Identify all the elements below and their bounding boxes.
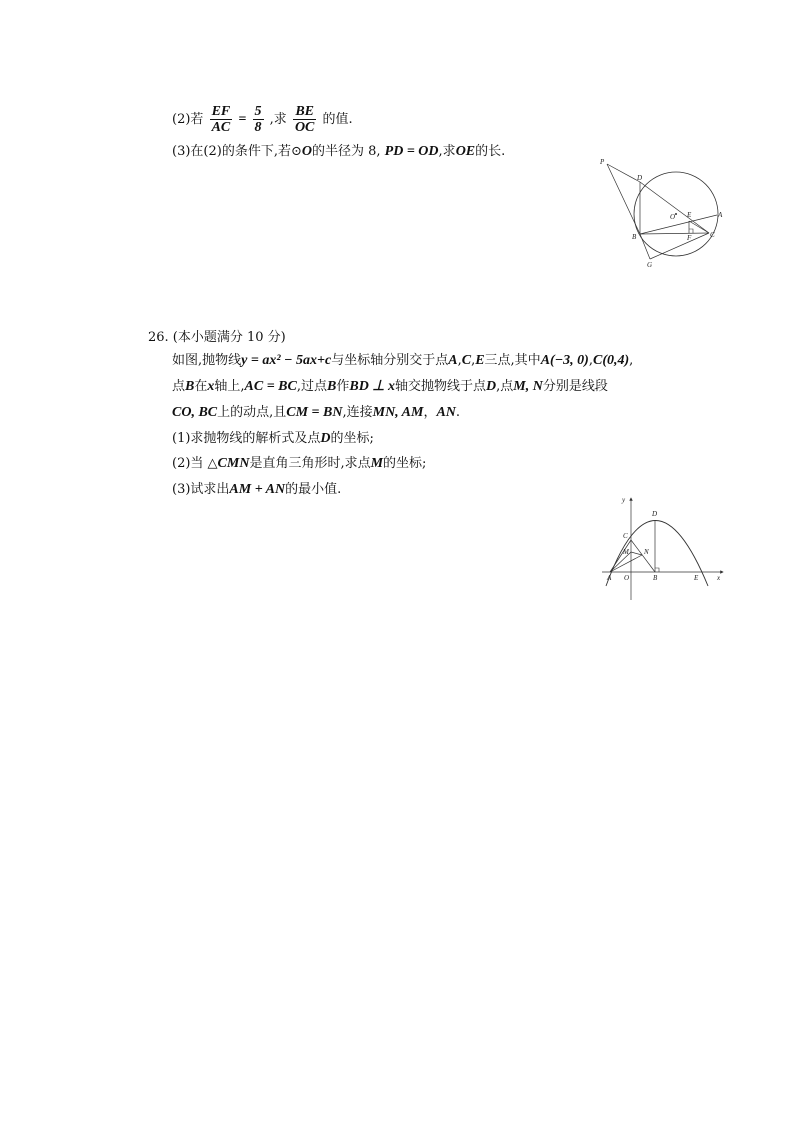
- text: 的坐标;: [330, 431, 374, 446]
- math: AC = BC: [244, 379, 297, 394]
- label-n: N: [644, 548, 649, 556]
- fraction-numerator: EF: [211, 104, 231, 119]
- text: (3)试求出: [172, 482, 230, 497]
- math: y = ax² − 5ax+c: [241, 353, 332, 368]
- label-d: D: [652, 510, 658, 518]
- math: C(0,4): [592, 353, 630, 368]
- math: M: [370, 456, 384, 471]
- text: 如图,抛物线: [172, 353, 242, 368]
- fraction-denominator: OC: [294, 120, 315, 135]
- label-b: B: [653, 574, 658, 582]
- parabola-figure: [597, 494, 727, 604]
- label-o: O: [670, 213, 676, 221]
- math: MN, AM: [372, 405, 424, 420]
- math: D: [320, 431, 331, 446]
- label-e: E: [687, 211, 692, 219]
- text: 的半径为 8,: [311, 144, 381, 159]
- math: E: [475, 353, 485, 368]
- math: CO, BC: [172, 405, 218, 420]
- text: 的长.: [475, 144, 506, 159]
- label-c: C: [623, 532, 628, 540]
- q26-line2: [172, 378, 608, 396]
- label-g: G: [647, 261, 653, 269]
- text: 的坐标;: [383, 456, 427, 471]
- q26-header: 26. (本小题满分 10 分): [148, 330, 286, 345]
- q26-sub2: [172, 455, 426, 473]
- math: A(−3, 0): [540, 353, 589, 368]
- fraction-denominator: AC: [211, 120, 231, 135]
- math: OE: [455, 144, 476, 159]
- math: A: [448, 353, 458, 368]
- line-pd: [607, 164, 643, 182]
- fraction-5-8: [253, 104, 264, 135]
- line-ec: [689, 221, 709, 233]
- q25-part2: [172, 104, 353, 135]
- equals-sign: =: [238, 112, 247, 127]
- text: .: [455, 405, 461, 420]
- text: 分别是线段: [542, 379, 608, 394]
- math: C: [461, 353, 472, 368]
- math: AN: [436, 405, 456, 420]
- right-angle-mark: [689, 229, 693, 233]
- text: 与坐标轴分别交于点: [331, 353, 449, 368]
- text: 轴交抛物线于点: [395, 379, 487, 394]
- label-d: D: [637, 174, 643, 182]
- math: O: [301, 144, 312, 159]
- text: ,求: [438, 144, 456, 159]
- line-bg: [640, 234, 650, 259]
- text: 的最小值.: [285, 482, 342, 497]
- fraction-be-oc: [293, 104, 316, 135]
- text: ,过点: [296, 379, 327, 394]
- math: BD ⊥ x: [349, 379, 396, 394]
- math: AM + AN: [229, 482, 286, 497]
- text: ,点: [496, 379, 514, 394]
- text: (1)求抛物线的解析式及点: [172, 431, 321, 446]
- q26-line3: [172, 404, 460, 422]
- math: PD = OD: [384, 144, 439, 159]
- q25-part2-suffix: 的值.: [322, 112, 353, 127]
- label-o: O: [624, 574, 630, 582]
- q26-sub1: [172, 430, 374, 448]
- circle-geometry-figure: [597, 155, 737, 275]
- line-gc: [650, 233, 709, 259]
- math: M, N: [513, 379, 543, 394]
- label-m: M: [623, 548, 629, 556]
- label-c: C: [710, 231, 715, 239]
- text: ,: [588, 353, 593, 368]
- label-x: x: [717, 574, 721, 582]
- text: ,连接: [342, 405, 373, 420]
- line-bc: [640, 233, 709, 234]
- math: CM = BN: [286, 405, 343, 420]
- right-angle-mark: [655, 568, 659, 572]
- fraction-numerator: 5: [254, 104, 262, 119]
- text: ，: [423, 405, 437, 420]
- line-pb: [607, 164, 643, 234]
- fraction-numerator: BE: [293, 104, 316, 120]
- text: ,: [471, 353, 476, 368]
- math: B: [327, 379, 337, 394]
- math: CMN: [217, 456, 250, 471]
- text: 轴上,: [214, 379, 245, 394]
- math: B: [185, 379, 195, 394]
- text: 三点,其中: [484, 353, 541, 368]
- label-b: B: [632, 233, 637, 241]
- text: ,: [457, 353, 462, 368]
- q25-part2-middle: ,求: [269, 112, 287, 127]
- line-cb: [631, 540, 655, 572]
- q25-part3: [172, 143, 505, 161]
- center-dot: [675, 213, 677, 215]
- text: 上的动点,且: [217, 405, 287, 420]
- math: x: [207, 379, 215, 394]
- fraction-denominator: 8: [254, 120, 262, 135]
- label-f: F: [687, 234, 692, 242]
- q25-part2-prefix: (2)若: [172, 112, 204, 127]
- label-e: E: [694, 574, 699, 582]
- text: 作: [336, 379, 350, 394]
- math: D: [486, 379, 497, 394]
- label-p: P: [600, 158, 605, 166]
- text: 点: [172, 379, 186, 394]
- label-y: y: [622, 496, 626, 504]
- q26-sub3: [172, 481, 341, 499]
- text: (2)当 △: [172, 456, 218, 471]
- fraction-ef-ac: [210, 104, 233, 135]
- text: 在: [194, 379, 208, 394]
- text: ,: [629, 353, 634, 368]
- label-a: A: [607, 574, 612, 582]
- line-ac: [610, 540, 631, 572]
- text: (3)在(2)的条件下,若⊙: [172, 144, 302, 159]
- text: 是直角三角形时,求点: [249, 456, 371, 471]
- label-a: A: [718, 211, 723, 219]
- q26-line1: [172, 352, 633, 370]
